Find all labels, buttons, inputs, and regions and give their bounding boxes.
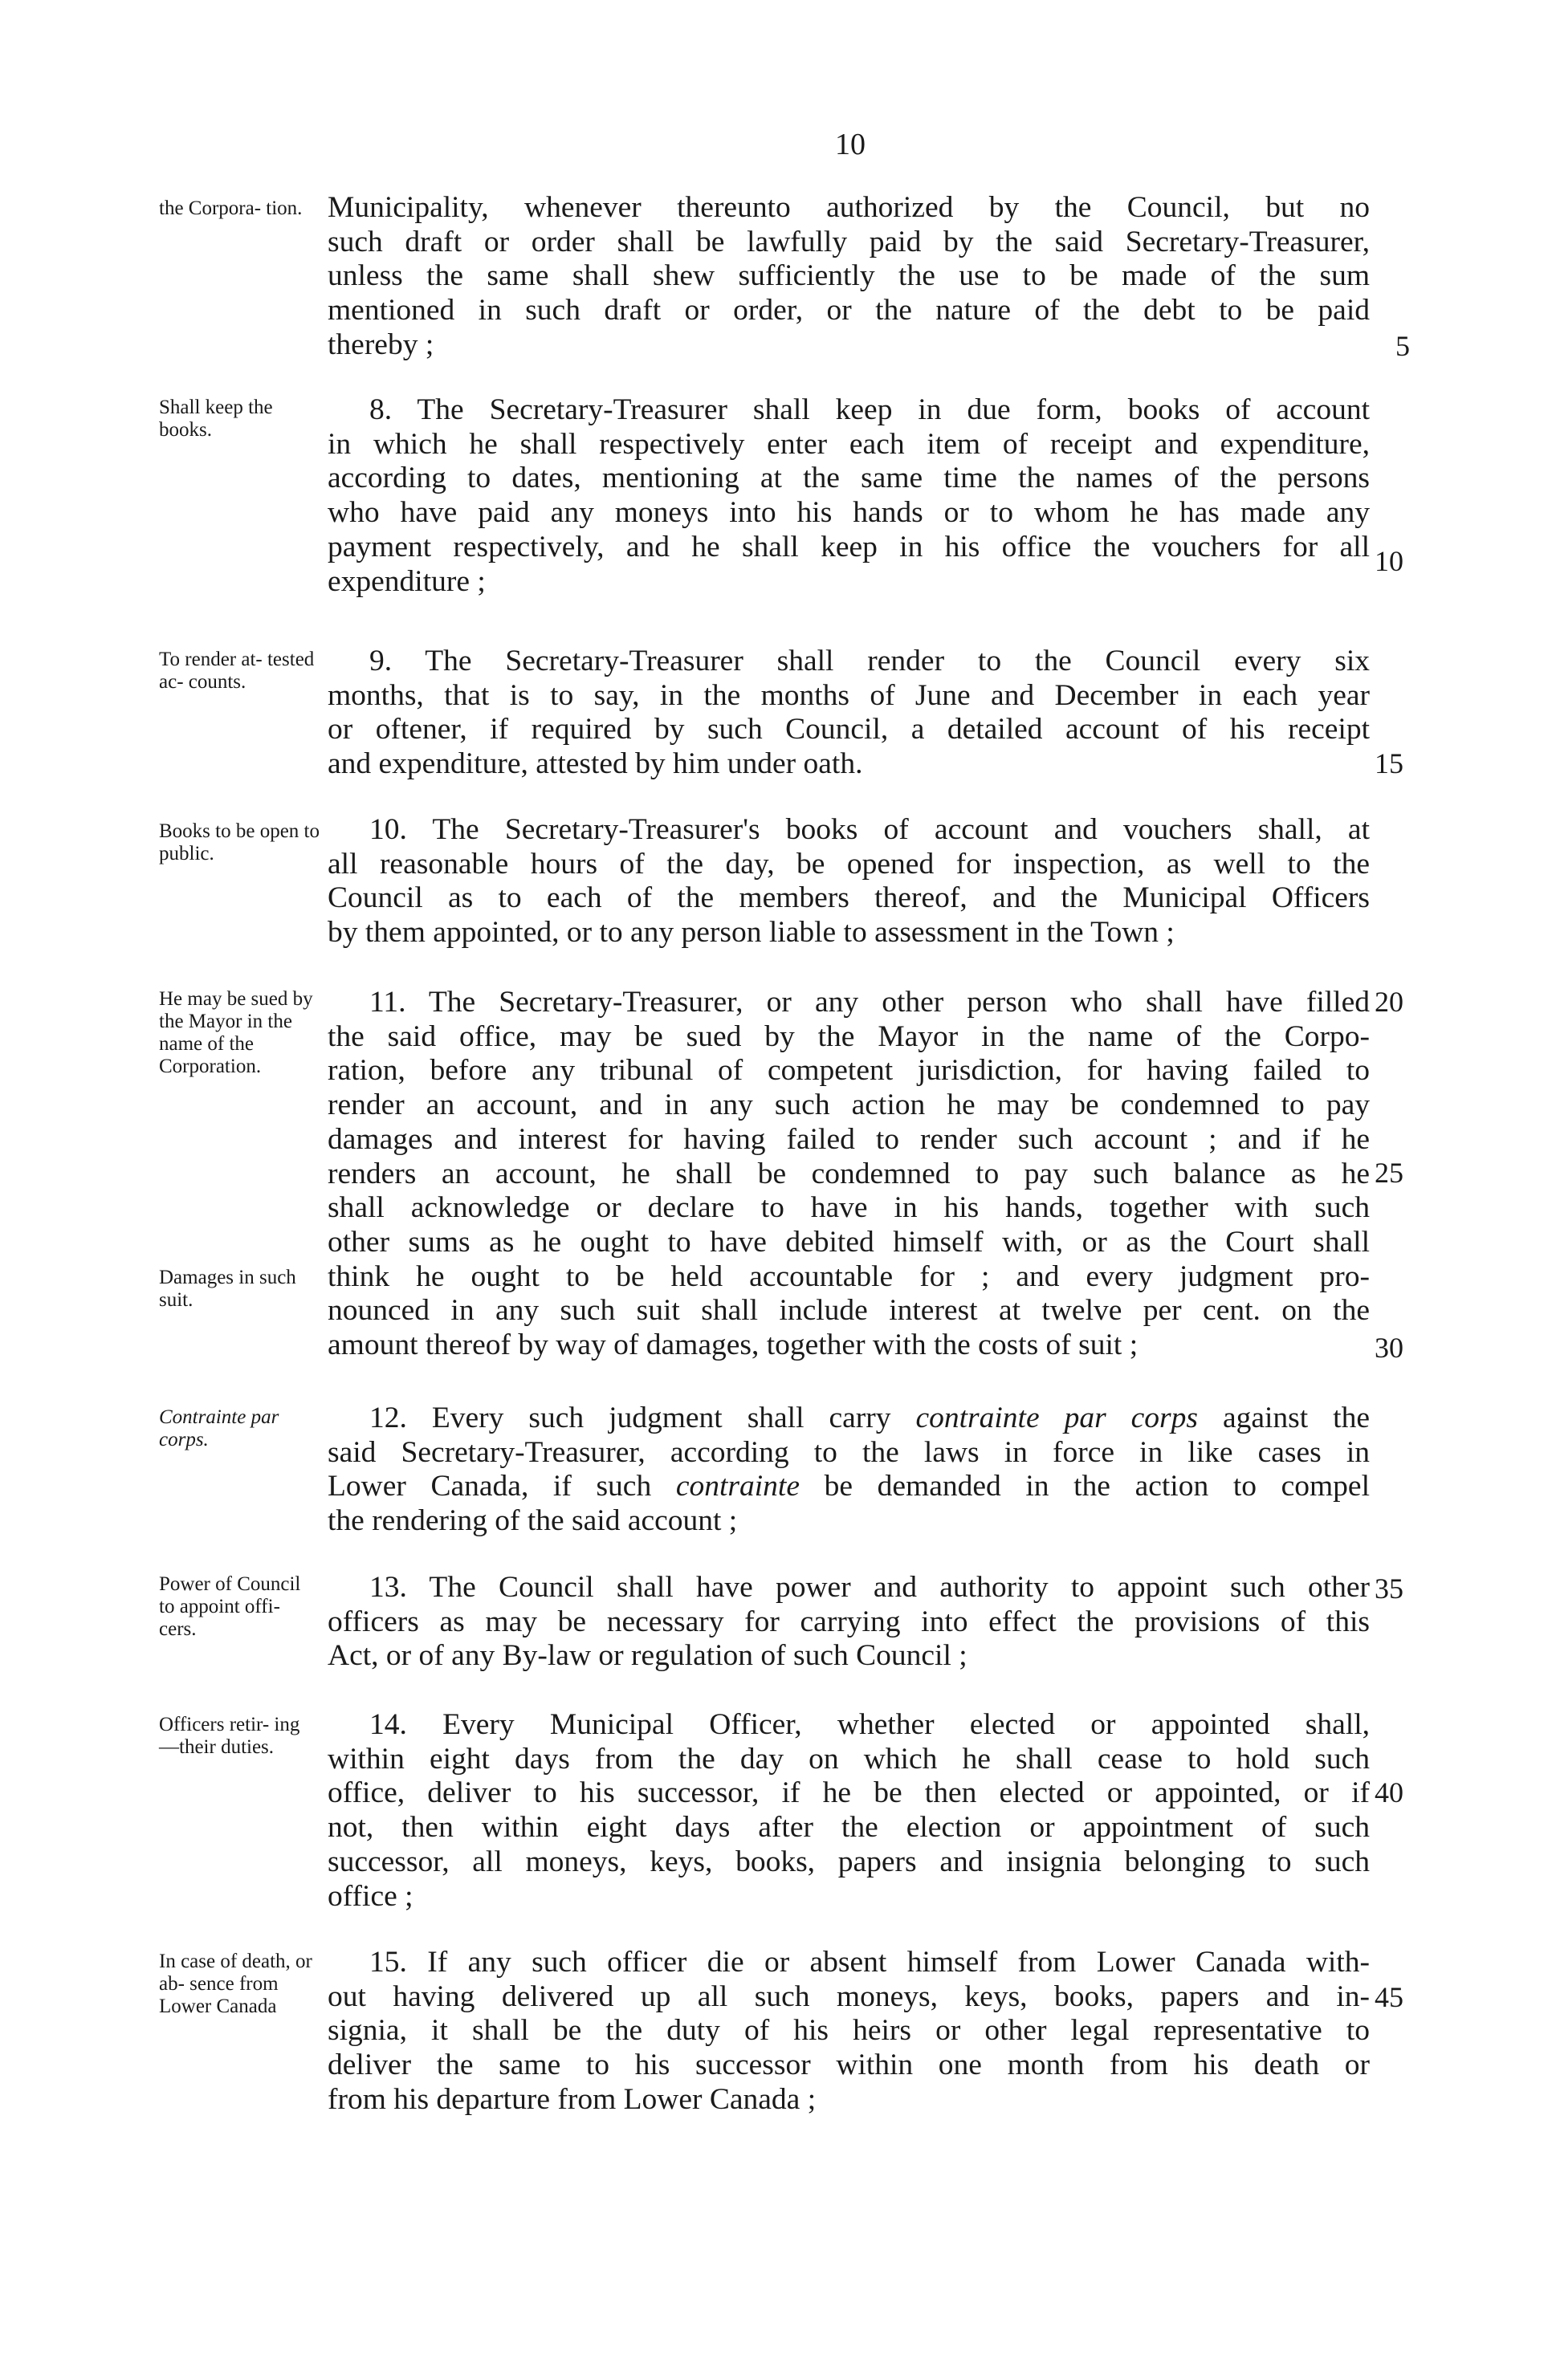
paragraph-section-13: [328, 1571, 1370, 1674]
text-line: office, deliver to his successor, if he be then elected or appointed, or if: [328, 1776, 1370, 1810]
text-line: 11. The Secretary-Treasurer, or any other person who shall have filled: [369, 986, 1370, 1019]
text-line: such draft or order shall be lawfully paid by the said Secretary-Treasurer,: [328, 225, 1370, 258]
text-line: office ;: [328, 1879, 413, 1913]
line-number: 5: [1395, 330, 1410, 362]
text-line: by them appointed, or to any person liable to assessment in the Town ;: [328, 916, 1175, 950]
text-line: unless the same shall shew sufficiently the use to be made of the sum: [328, 259, 1370, 293]
text-line: not, then within eight days after the election or appointment of such: [328, 1811, 1370, 1845]
text-line: 15. If any such officer die or absent himself from Lower Canada with-: [369, 1946, 1370, 1979]
line-number: 40: [1375, 1776, 1403, 1808]
paragraph-section-10: [328, 813, 1370, 950]
text-line: Council as to each of the members thereof, and the Municipal Officers: [328, 881, 1370, 915]
text-line: and expenditure, attested by him under oath.: [328, 747, 863, 781]
text-line: according to dates, mentioning at the same time the names of the persons: [328, 462, 1370, 495]
margin-note: To render at- tested ac- counts.: [159, 649, 315, 693]
text-line: Act, or of any By-law or regulation of such Council ;: [328, 1639, 967, 1673]
text-line: 9. The Secretary-Treasurer shall render to the Council every six: [369, 645, 1370, 677]
paragraph-section-9: [328, 645, 1370, 782]
page-number: 10: [835, 128, 866, 161]
text-line: the rendering of the said account ;: [328, 1504, 738, 1538]
text-line: mentioned in such draft or order, or the nature of the debt to be paid: [328, 294, 1370, 328]
text-line: who have paid any moneys into his hands or to whom he has made any: [328, 496, 1370, 530]
text-line: render an account, and in any such action he may be condemned to pay: [328, 1088, 1370, 1122]
text-line: deliver the same to his successor within one month from his death or: [328, 2048, 1370, 2082]
paragraph-section-15: [328, 1946, 1370, 2118]
margin-note: Officers retir- ing—their duties.: [159, 1714, 300, 1758]
line-number: 15: [1375, 747, 1403, 779]
line-number: 35: [1375, 1572, 1403, 1605]
text-line: Lower Canada, if such contrainte be demanded in the action to compel: [328, 1470, 1370, 1503]
paragraph-section-14: [328, 1708, 1370, 1914]
text-line: Municipality, whenever thereunto authorized by the Council, but no: [328, 191, 1370, 224]
text-line: 12. Every such judgment shall carry contrainte par corps against the: [369, 1402, 1370, 1434]
text-line: from his departure from Lower Canada ;: [328, 2082, 817, 2116]
text-line: within eight days from the day on which he shall cease to hold such: [328, 1742, 1370, 1776]
text-line: 13. The Council shall have power and authority to appoint such other: [369, 1571, 1370, 1604]
text-line: damages and interest for having failed to render such account ; and if he: [328, 1122, 1370, 1156]
text-line: renders an account, he shall be condemned to pay such balance as he: [328, 1157, 1370, 1190]
paragraph-section-12: [328, 1402, 1370, 1539]
line-number: 45: [1375, 1981, 1403, 2013]
text-line: successor, all moneys, keys, books, papers and insignia belonging to such: [328, 1845, 1370, 1878]
text-line: months, that is to say, in the months of June and December in each year: [328, 678, 1370, 712]
text-line: all reasonable hours of the day, be opened for inspection, as well to the: [328, 847, 1370, 881]
margin-note: the Corpora- tion.: [159, 197, 303, 219]
text-line: payment respectively, and he shall keep in his office the vouchers for all: [328, 530, 1370, 563]
line-number: 20: [1375, 986, 1403, 1018]
text-line: the said office, may be sued by the Mayor in the name of the Corpo-: [328, 1019, 1370, 1053]
paragraph-section-11: [328, 986, 1370, 1363]
text-line: think he ought to be held accountable for ; and every judgment pro-: [328, 1259, 1370, 1293]
text-line: in which he shall respectively enter each item of receipt and expenditure,: [328, 427, 1370, 461]
line-number: 10: [1375, 545, 1403, 577]
margin-note: Power of Council to appoint offi- cers.: [159, 1573, 301, 1640]
text-line: nounced in any such suit shall include interest at twelve per cent. on the: [328, 1294, 1370, 1328]
text-line: or oftener, if required by such Council, a detailed account of his receipt: [328, 713, 1370, 747]
margin-note: Shall keep the books.: [159, 397, 273, 441]
text-line: other sums as he ought to have debited himself with, or as the Court shall: [328, 1225, 1370, 1259]
text-line: shall acknowledge or declare to have in his hands, together with such: [328, 1191, 1370, 1225]
line-number: 25: [1375, 1157, 1403, 1189]
text-line: officers as may be necessary for carrying into effect the provisions of this: [328, 1605, 1370, 1638]
line-number: 30: [1375, 1332, 1403, 1364]
text-line: ration, before any tribunal of competent jurisdiction, for having failed to: [328, 1054, 1370, 1088]
margin-note: He may be sued by the Mayor in the name of the Corporation.: [159, 988, 313, 1077]
margin-note: In case of death, or ab- sence from Lower Canada: [159, 1951, 312, 2017]
text-line: 14. Every Municipal Officer, whether elected or appointed shall,: [369, 1708, 1370, 1741]
text-line: 8. The Secretary-Treasurer shall keep in due form, books of account: [369, 393, 1370, 426]
paragraph: [328, 191, 1370, 363]
paragraph-section-8: [328, 393, 1370, 599]
margin-note: Damages in such suit.: [159, 1267, 296, 1311]
margin-note: Books to be open to public.: [159, 820, 320, 865]
text-line: amount thereof by way of damages, together with the costs of suit ;: [328, 1328, 1139, 1362]
text-line: 10. The Secretary-Treasurer's books of account and vouchers shall, at: [369, 813, 1370, 846]
text-line: expenditure ;: [328, 564, 486, 598]
text-line: out having delivered up all such moneys, keys, books, papers and in-: [328, 1979, 1370, 2013]
text-line: said Secretary-Treasurer, according to the laws in force in like cases in: [328, 1435, 1370, 1469]
text-line: signia, it shall be the duty of his heirs or other legal representative to: [328, 2014, 1370, 2048]
margin-note: Contrainte par corps.: [159, 1406, 279, 1450]
text-line: thereby ;: [328, 328, 434, 361]
